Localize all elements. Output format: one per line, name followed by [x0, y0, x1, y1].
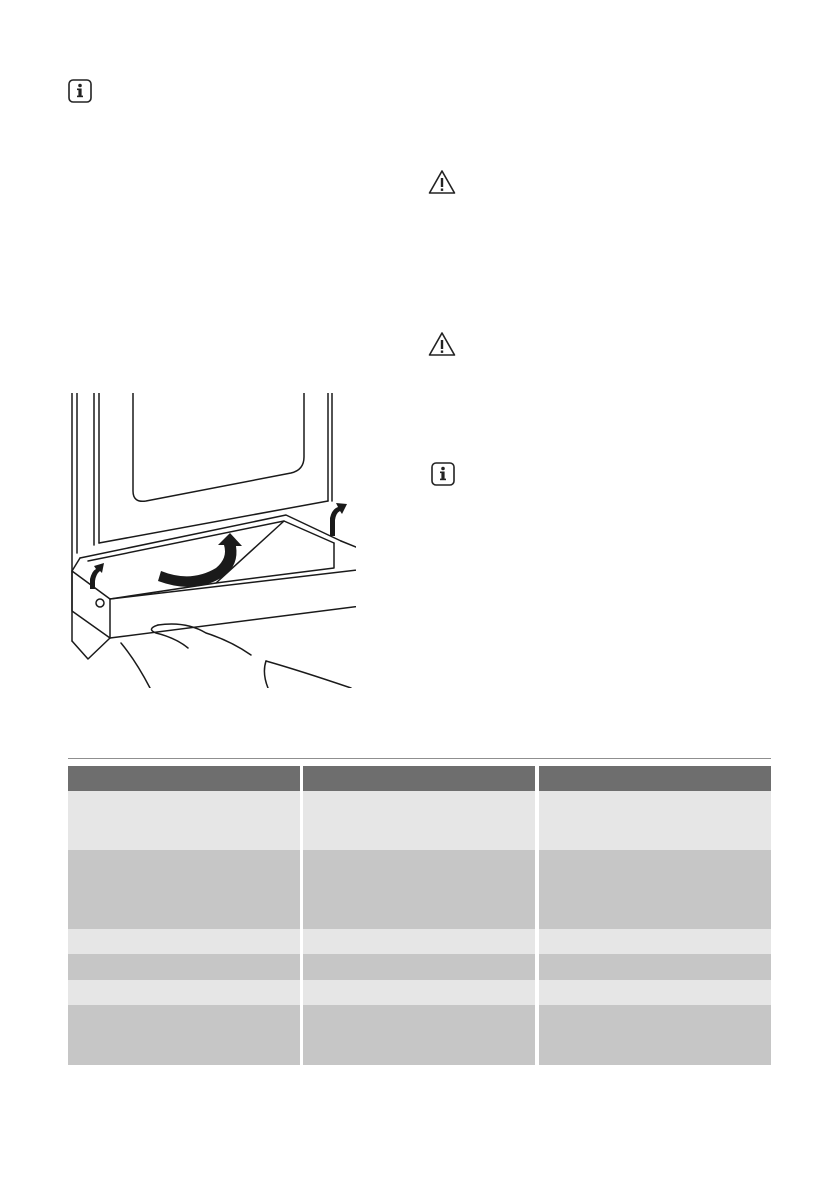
table-cell: [539, 850, 771, 929]
table-row: [68, 954, 771, 980]
table-row: [68, 850, 771, 929]
table-cell: [539, 791, 771, 850]
table-cell: [68, 954, 300, 980]
table-row: [68, 929, 771, 954]
table-header-row: [68, 766, 771, 791]
table-header-cell: [303, 766, 535, 791]
table-cell: [303, 791, 535, 850]
table-cell: [68, 791, 300, 850]
table-cell: [303, 850, 535, 929]
data-table: [68, 766, 771, 1065]
section-divider: [68, 758, 771, 759]
warning-icon: [428, 169, 456, 195]
table-cell: [539, 1005, 771, 1065]
table-cell: [303, 929, 535, 954]
drawer-removal-illustration: [66, 393, 356, 688]
table-cell: [303, 954, 535, 980]
table-row: [68, 791, 771, 850]
table-cell: [539, 980, 771, 1005]
table-row: [68, 980, 771, 1005]
table-cell: [303, 980, 535, 1005]
table-cell: [539, 929, 771, 954]
table-cell: [68, 850, 300, 929]
table-header-cell: [539, 766, 771, 791]
warning-icon: [428, 331, 456, 357]
info-icon: [431, 462, 455, 486]
table-cell: [68, 929, 300, 954]
table-cell: [539, 954, 771, 980]
table-cell: [303, 1005, 535, 1065]
table-cell: [68, 1005, 300, 1065]
table-cell: [68, 980, 300, 1005]
table-header-cell: [68, 766, 300, 791]
table-row: [68, 1005, 771, 1065]
info-icon: [68, 79, 92, 103]
